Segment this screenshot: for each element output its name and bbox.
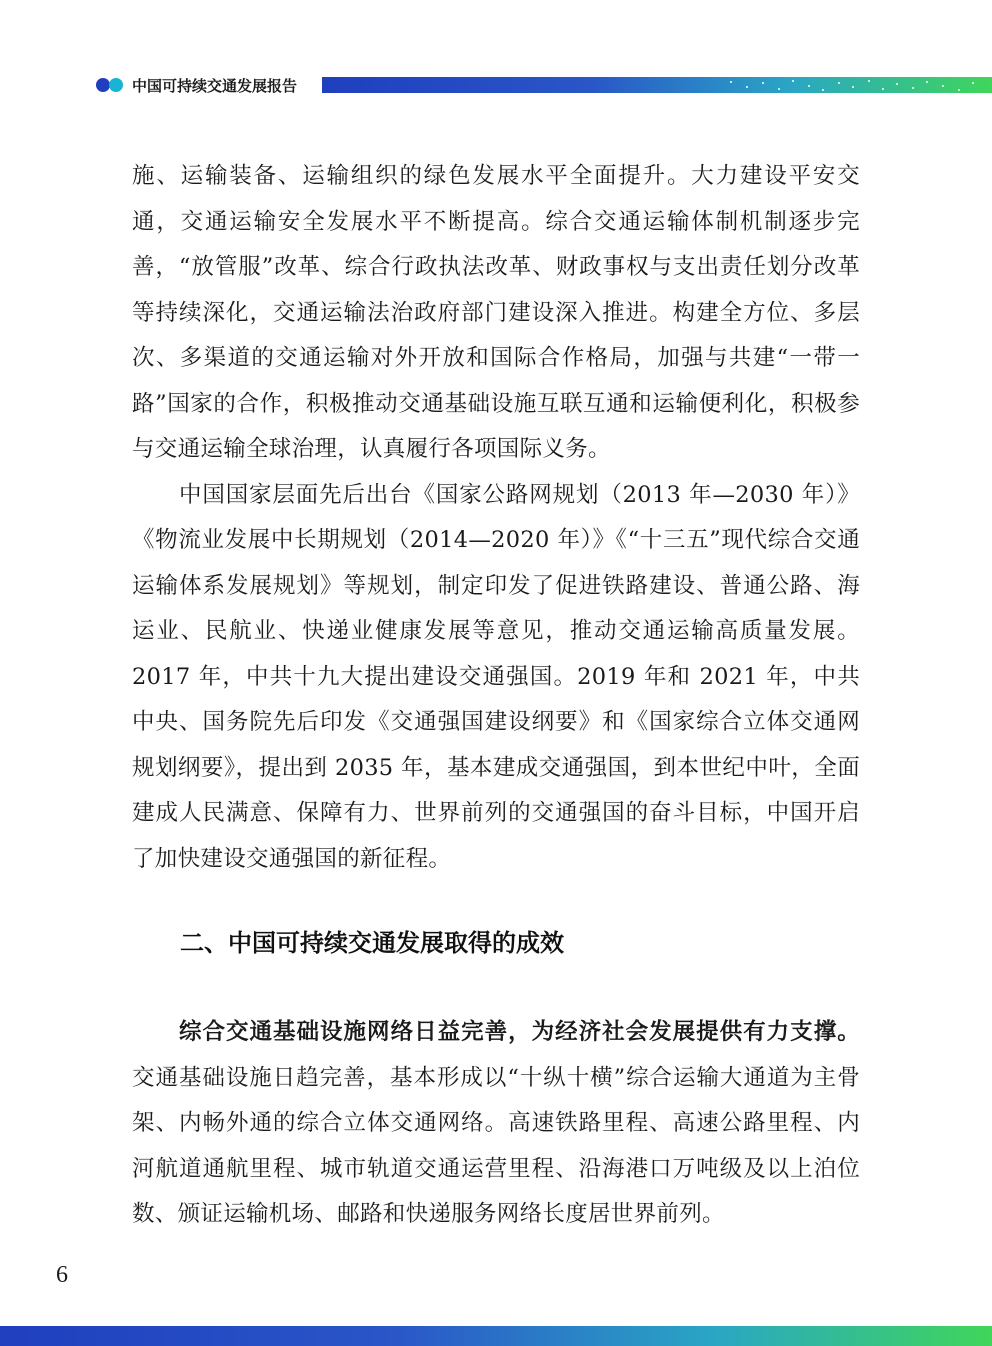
page-number: 6 — [56, 1262, 68, 1288]
blue-dot-icon — [96, 78, 110, 92]
body-text — [132, 154, 860, 882]
header-gradient-bar — [322, 77, 992, 93]
cyan-dot-icon — [109, 78, 123, 92]
paragraph-3 — [132, 1010, 860, 1238]
paragraph-3-text: 交通基础设施日趋完善，基本形成以“十纵十横”综合运输大通道为主骨架、内畅外通的综合立体交通网络。高速铁路里程、高速公路里程、内河航道通航里程、城市轨道交通运营里程、沿海港口万吨级及以上泊位数、颁证运输机场、邮路和快递服务网络长度居世界前列。 — [132, 1064, 860, 1227]
section-heading: 二、中国可持续交通发展取得的成效 — [180, 929, 564, 957]
section-body — [132, 1010, 860, 1238]
footer-gradient-bar — [0, 1326, 992, 1346]
report-title: 中国可持续交通发展报告 — [132, 77, 298, 95]
paragraph-1: 施、运输装备、运输组织的绿色发展水平全面提升。大力建设平安交通，交通运输安全发展水平不断提高。综合交通运输体制机制逐步完善，“放管服”改革、综合行政执法改革、财政事权与支出责任划分改革等持续深化，交通运输法治政府部门建设深入推进。构建全方位、多层次、多渠道的交通运输对外开放和国际合作格局，加强与共建“一带一路”国家的合作，积极推动交通基础设施互联互通和运输便利化，积极参与交通运输全球治理，认真履行各项国际义务。 — [132, 163, 860, 462]
paragraph-2: 中国国家层面先后出台《国家公路网规划（2013 年—2030 年）》《物流业发展中长期规划（2014—2020 年）》《“十三五”现代综合交通运输体系发展规划》等规划，制定印发了促进铁路建设、普通公路、海运业、民航业、快递业健康发展等意见，推动交通运输高质量发展。2017 年，中共十九大提出建设交通强国。2019 年和 2021 年，中共中央、国务院先后印发《交通强国建设纲要》和《国家综合立体交通网规划纲要》，提出到 2035 年，基本建成交通强国，到本世纪中叶，全面建成人民满意、保障有力、世界前列的交通强国的奋斗目标，中国开启了加快建设交通强国的新征程。 — [132, 481, 860, 872]
running-header — [96, 72, 992, 98]
paragraph-3-lead: 综合交通基础设施网络日益完善，为经济社会发展提供有力支撑。 — [179, 1019, 860, 1045]
